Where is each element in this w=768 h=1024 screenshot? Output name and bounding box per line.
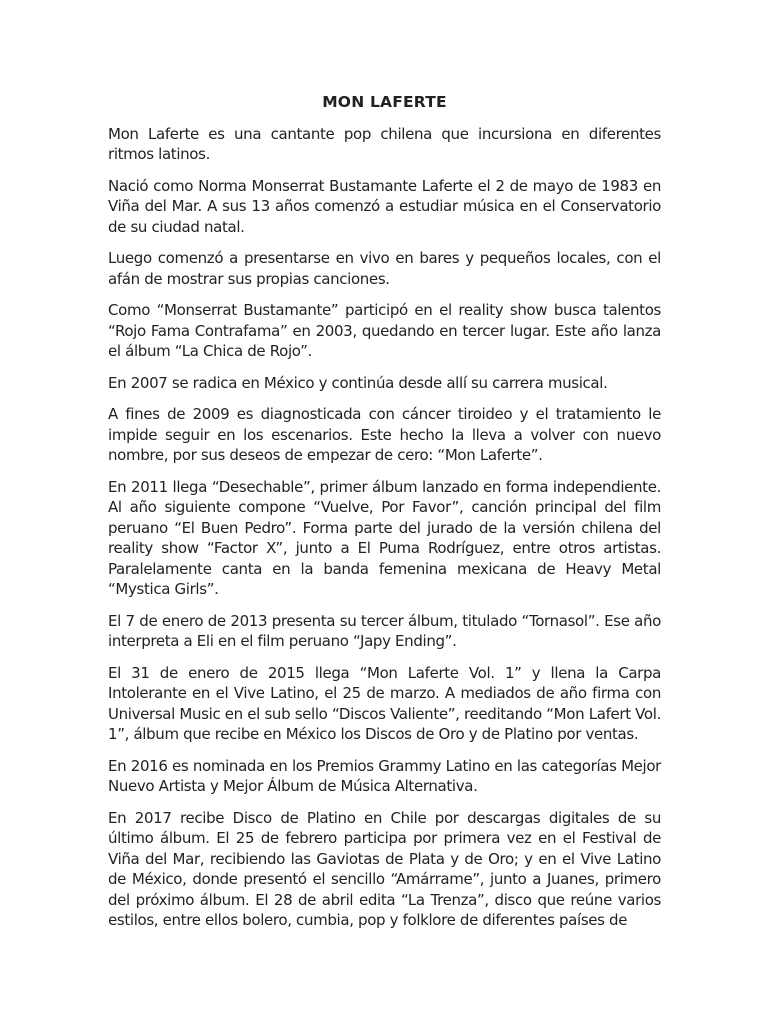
paragraph-diagnosis: A fines de 2009 es diagnosticada con cáncer tiroideo y el tratamiento le impide seguir en los escenarios. Este hecho la lleva a volver con nuevo nombre, por sus deseos de empezar de cero: “Mon Laferte”. (108, 405, 661, 464)
paragraph-2015: El 31 de enero de 2015 llega “Mon Laferte Vol. 1” y llena la Carpa Intolerante en el Vive Latino, el 25 de marzo. A mediados de año firma con Universal Music en el sub sello “Discos Valiente”, reeditando “Mon Lafert Vol. 1”, álbum que recibe en México los Discos de Oro y de Platino por ventas. (108, 663, 661, 743)
paragraph-intro: Mon Laferte es una cantante pop chilena que incursiona en diferentes ritmos latinos. (108, 124, 661, 163)
document-page (108, 92, 661, 931)
paragraph-birth: Nació como Norma Monserrat Bustamante Laferte el 2 de mayo de 1983 en Viña del Mar. A sus 13 años comenzó a estudiar música en el Conservatorio de su ciudad natal. (108, 176, 661, 236)
paragraph-reality-show: Como “Monserrat Bustamante” participó en el reality show busca talentos “Rojo Fama Contrafama” en 2003, quedando en tercer lugar. Este año lanza el álbum “La Chica de Rojo”. (108, 301, 661, 360)
paragraph-early-career: Luego comenzó a presentarse en vivo en bares y pequeños locales, con el afán de mostrar sus propias canciones. (108, 249, 661, 288)
paragraph-2013: El 7 de enero de 2013 presenta su tercer álbum, titulado “Tornasol”. Ese año interpreta a Eli en el film peruano “Japy Ending”. (108, 611, 661, 650)
paragraph-2016: En 2016 es nominada en los Premios Grammy Latino en las categorías Mejor Nuevo Artista y Mejor Álbum de Música Alternativa. (108, 756, 661, 795)
paragraph-mexico: En 2007 se radica en México y continúa desde allí su carrera musical. (108, 373, 608, 392)
paragraph-2017: En 2017 recibe Disco de Platino en Chile por descargas digitales de su último álbum. El 25 de febrero participa por primera vez en el Festival de Viña del Mar, recibiendo las Gaviotas de Plata y de Oro; y en el Vive Latino de México, donde presentó el sencillo “Amárrame”, junto a Juanes, primero del próximo álbum. El 28 de abril edita “La Trenza”, disco que reúne varios estilos, entre ellos bolero, cumbia, pop y folklore de diferentes países de (108, 808, 661, 929)
document-title: MON LAFERTE (322, 93, 447, 111)
paragraph-2011: En 2011 llega “Desechable”, primer álbum lanzado en forma independiente. Al año siguiente compone “Vuelve, Por Favor”, canción principal del film peruano “El Buen Pedro”. Forma parte del jurado de la versión chilena del reality show “Factor X”, junto a El Puma Rodríguez, entre otros artistas. Paralelamente canta en la banda femenina mexicana de Heavy Metal “Mystica Girls”. (108, 477, 661, 598)
